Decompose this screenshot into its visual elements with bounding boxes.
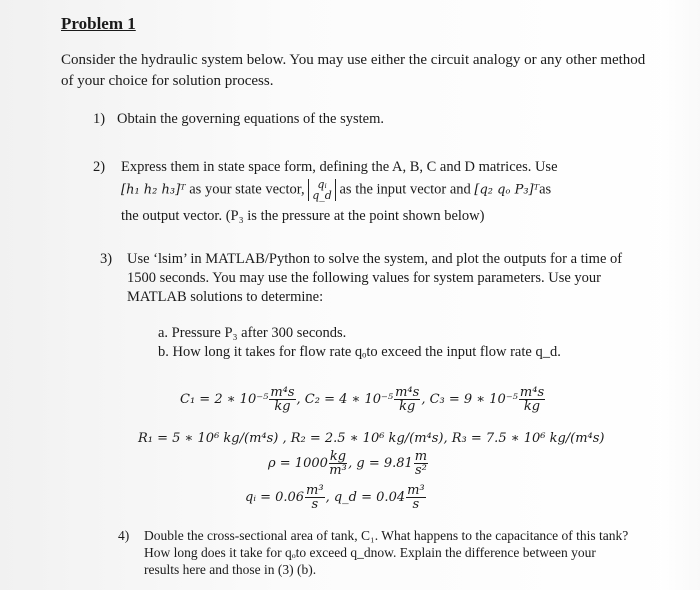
density-gravity-line bbox=[268, 450, 429, 477]
g-value: , g = 9.81 bbox=[348, 456, 413, 471]
flow-rate-line bbox=[245, 484, 427, 511]
c3-unit bbox=[519, 386, 545, 413]
c1-unit-num: m⁴s bbox=[270, 385, 295, 400]
capacitance-line bbox=[180, 386, 546, 413]
page-shadow bbox=[660, 0, 700, 590]
qd-value: , q_d = 0.04 bbox=[325, 490, 406, 505]
c3-unit-den: kg bbox=[523, 399, 541, 414]
qi-unit-num: m³ bbox=[306, 483, 324, 498]
qd-unit-den: s bbox=[412, 497, 420, 512]
rho-unit-num: kg bbox=[329, 449, 347, 464]
rho-unit bbox=[329, 450, 347, 477]
item-2-line-3: the output vector. (P₃ is the pressure at the point shown below) bbox=[121, 208, 485, 224]
g-unit-num: m bbox=[414, 449, 428, 464]
c2-unit bbox=[394, 386, 420, 413]
resistance-line: R₁ = 5 ∗ 10⁶ kg/(m⁴s) , R₂ = 2.5 ∗ 10⁶ kg/(m⁴s), R₃ = 7.5 ∗ 10⁶ kg/(m⁴s) bbox=[138, 431, 605, 446]
rho-unit-den: m³ bbox=[329, 463, 347, 478]
qi-unit-den: s bbox=[311, 497, 319, 512]
item-4-text: Double the cross-sectional area of tank, C₁. What happens to the capacitance of this tank? How long does it take for qₒto exceed q_dnow. Explain the difference between your results here and those in (3) (b). bbox=[144, 528, 629, 577]
qi-unit bbox=[305, 484, 325, 511]
item-3b: b. How long it takes for flow rate qₒto exceed the input flow rate q_d. bbox=[158, 344, 561, 360]
item-4-number: 4) bbox=[118, 528, 130, 543]
g-unit-den: s² bbox=[415, 463, 427, 478]
input-vector-bottom: q_d bbox=[312, 189, 332, 202]
c3-value: , C₃ = 9 ∗ 10⁻⁵ bbox=[421, 392, 518, 407]
c2-value: , C₂ = 4 ∗ 10⁻⁵ bbox=[296, 392, 394, 407]
c1-value: C₁ = 2 ∗ 10⁻⁵ bbox=[180, 392, 269, 407]
g-unit bbox=[414, 450, 428, 477]
c1-unit-den: kg bbox=[274, 399, 291, 414]
qd-unit-num: m³ bbox=[407, 483, 425, 498]
item-2-line-2 bbox=[121, 179, 661, 201]
c2-unit-den: kg bbox=[399, 399, 416, 414]
rho-value: ρ = 1000 bbox=[268, 456, 328, 471]
problem-title: Problem 1 bbox=[61, 14, 136, 33]
item-2-number: 2) bbox=[93, 159, 106, 175]
item-1-number: 1) bbox=[93, 111, 106, 127]
qi-value: qᵢ = 0.06 bbox=[245, 490, 305, 505]
c3-unit-num: m⁴s bbox=[519, 385, 545, 400]
qd-unit bbox=[406, 484, 426, 511]
output-vector: [q₂ qₒ P₃]ᵀ bbox=[474, 182, 540, 198]
c2-unit-num: m⁴s bbox=[395, 385, 420, 400]
item-2-line-1: Express them in state space form, defining the A, B, C and D matrices. Use bbox=[121, 159, 558, 175]
item-3-number: 3) bbox=[100, 251, 113, 267]
intro-paragraph: Consider the hydraulic system below. You may use either the circuit analogy or any other method of your choice for solution process. bbox=[61, 52, 646, 89]
state-vector-label: as your state vector, bbox=[189, 181, 305, 198]
c1-unit bbox=[269, 386, 295, 413]
item-3a: a. Pressure P₃ after 300 seconds. bbox=[158, 325, 347, 341]
input-vector-label: as the input vector and bbox=[339, 181, 471, 198]
item-3-text: Use ‘lsim’ in MATLAB/Python to solve the system, and plot the outputs for a time of 1500 seconds. You may use the following values for system parameters. Use your MATLAB solutions to determine: bbox=[127, 251, 623, 305]
item-1-text: Obtain the governing equations of the system. bbox=[117, 111, 384, 127]
output-vector-as: as bbox=[539, 181, 552, 198]
state-vector: [h₁ h₂ h₃]ᵀ bbox=[121, 182, 186, 198]
input-vector bbox=[308, 179, 336, 201]
input-vector-top: qᵢ bbox=[317, 178, 327, 191]
